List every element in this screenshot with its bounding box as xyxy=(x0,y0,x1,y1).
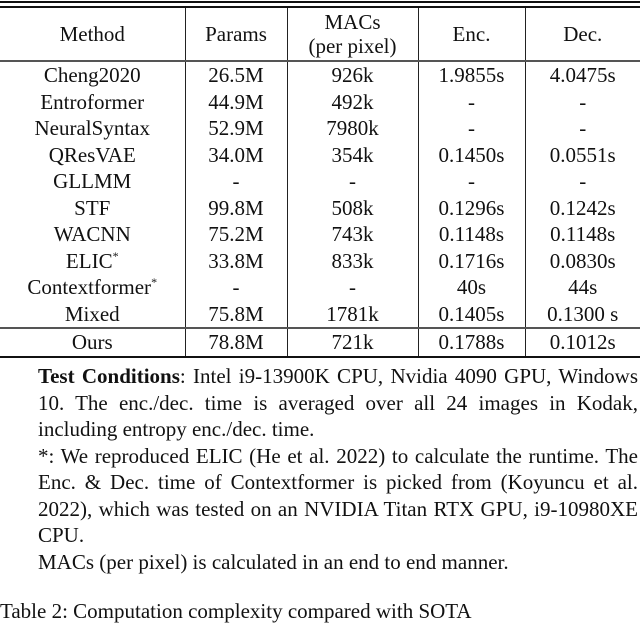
cell-macs: 721k xyxy=(287,328,418,357)
cell-macs: 926k xyxy=(287,61,418,89)
table-row-ours xyxy=(0,328,640,357)
cell-dec: - xyxy=(525,168,640,195)
cell-method: NeuralSyntax xyxy=(34,116,150,141)
cell-method: Cheng2020 xyxy=(43,63,141,88)
cell-dec: 0.1242s xyxy=(525,195,640,222)
header-enc: Enc. xyxy=(418,8,525,61)
cell-macs: 354k xyxy=(287,142,418,169)
asterisk-footnote-mark: * xyxy=(112,248,119,263)
cell-macs: - xyxy=(287,274,418,301)
table-row xyxy=(0,115,640,142)
table-row xyxy=(0,221,640,248)
cell-enc: 0.1148s xyxy=(418,221,525,248)
cell-enc: 0.1450s xyxy=(418,142,525,169)
cell-enc: 1.9855s xyxy=(418,61,525,89)
cell-macs: 508k xyxy=(287,195,418,222)
table-row xyxy=(0,248,640,275)
cell-enc: - xyxy=(418,168,525,195)
cell-dec: - xyxy=(525,89,640,116)
cell-dec: 0.1012s xyxy=(525,328,640,357)
cell-macs: 492k xyxy=(287,89,418,116)
header-method: Method xyxy=(59,22,125,46)
cell-method: QResVAE xyxy=(48,142,136,167)
header-macs-line2: (per pixel) xyxy=(308,34,397,58)
cell-macs: 7980k xyxy=(287,115,418,142)
cell-params: 44.9M xyxy=(185,89,287,116)
cell-params: - xyxy=(185,168,287,195)
asterisk-note: *: We reproduced ELIC (He et al. 2022) to calculate the runtime. The Enc. & Dec. time of Contextformer is picked from (Koyuncu et al. 2022), which was tested on an NVIDIA Titan RTX GPU, i9-10980XE CPU. xyxy=(38,443,638,547)
cell-macs: 1781k xyxy=(287,301,418,329)
cell-dec: 0.0551s xyxy=(525,142,640,169)
table-row xyxy=(0,89,640,116)
cell-enc: 0.1788s xyxy=(418,328,525,357)
cell-dec: 4.0475s xyxy=(525,61,640,89)
cell-method xyxy=(0,248,185,275)
cell-enc: 0.1405s xyxy=(418,301,525,329)
cell-params: 75.2M xyxy=(185,221,287,248)
cell-method xyxy=(0,274,185,301)
cell-macs: - xyxy=(287,168,418,195)
table-row xyxy=(0,61,640,89)
cell-method: Mixed xyxy=(64,301,120,326)
cell-method: Ours xyxy=(71,330,113,355)
test-conditions-note xyxy=(38,363,638,443)
table-caption: Table 2: Computation complexity compared with SOTA xyxy=(0,599,472,623)
table-row xyxy=(0,168,640,195)
table-header-row xyxy=(0,8,640,61)
test-conditions-label: Test Conditions xyxy=(38,364,180,388)
cell-params: 78.8M xyxy=(185,328,287,357)
cell-params: 99.8M xyxy=(185,195,287,222)
header-dec: Dec. xyxy=(525,8,640,61)
cell-dec: 44s xyxy=(525,274,640,301)
cell-method: STF xyxy=(74,195,111,220)
cell-params: 34.0M xyxy=(185,142,287,169)
cell-method: Entroformer xyxy=(40,89,145,114)
cell-dec: 0.1300 s xyxy=(525,301,640,329)
asterisk-footnote-mark: * xyxy=(151,275,158,290)
cell-enc: - xyxy=(418,89,525,116)
cell-params: 33.8M xyxy=(185,248,287,275)
test-conditions-text: : Intel i9-13900K CPU, Nvidia 4090 GPU, Windows 10. The enc./dec. time is averaged over all 24 images in Kodak, including entropy enc./dec. time. xyxy=(38,364,638,441)
cell-dec: - xyxy=(525,115,640,142)
cell-dec: 0.1148s xyxy=(525,221,640,248)
header-macs xyxy=(287,8,418,61)
cell-params: 26.5M xyxy=(185,61,287,89)
macs-note: MACs (per pixel) is calculated in an end to end manner. xyxy=(38,549,509,574)
table-row xyxy=(0,301,640,329)
table-row xyxy=(0,142,640,169)
header-params: Params xyxy=(185,8,287,61)
table-notes xyxy=(38,363,638,575)
cell-method: WACNN xyxy=(53,222,131,247)
header-macs-line1: MACs xyxy=(324,10,381,34)
cell-dec: 0.0830s xyxy=(525,248,640,275)
cell-params: 75.8M xyxy=(185,301,287,329)
table-top-rule xyxy=(0,1,640,3)
method-name: ELIC xyxy=(65,248,113,273)
method-name: Contextformer xyxy=(27,275,152,300)
cell-enc: 0.1716s xyxy=(418,248,525,275)
cell-macs: 743k xyxy=(287,221,418,248)
cell-macs: 833k xyxy=(287,248,418,275)
cell-params: 52.9M xyxy=(185,115,287,142)
cell-enc: - xyxy=(418,115,525,142)
cell-enc: 0.1296s xyxy=(418,195,525,222)
cell-enc: 40s xyxy=(418,274,525,301)
cell-method: GLLMM xyxy=(53,169,132,194)
table-row xyxy=(0,195,640,222)
cell-params: - xyxy=(185,274,287,301)
complexity-table xyxy=(0,8,640,358)
table-row xyxy=(0,274,640,301)
